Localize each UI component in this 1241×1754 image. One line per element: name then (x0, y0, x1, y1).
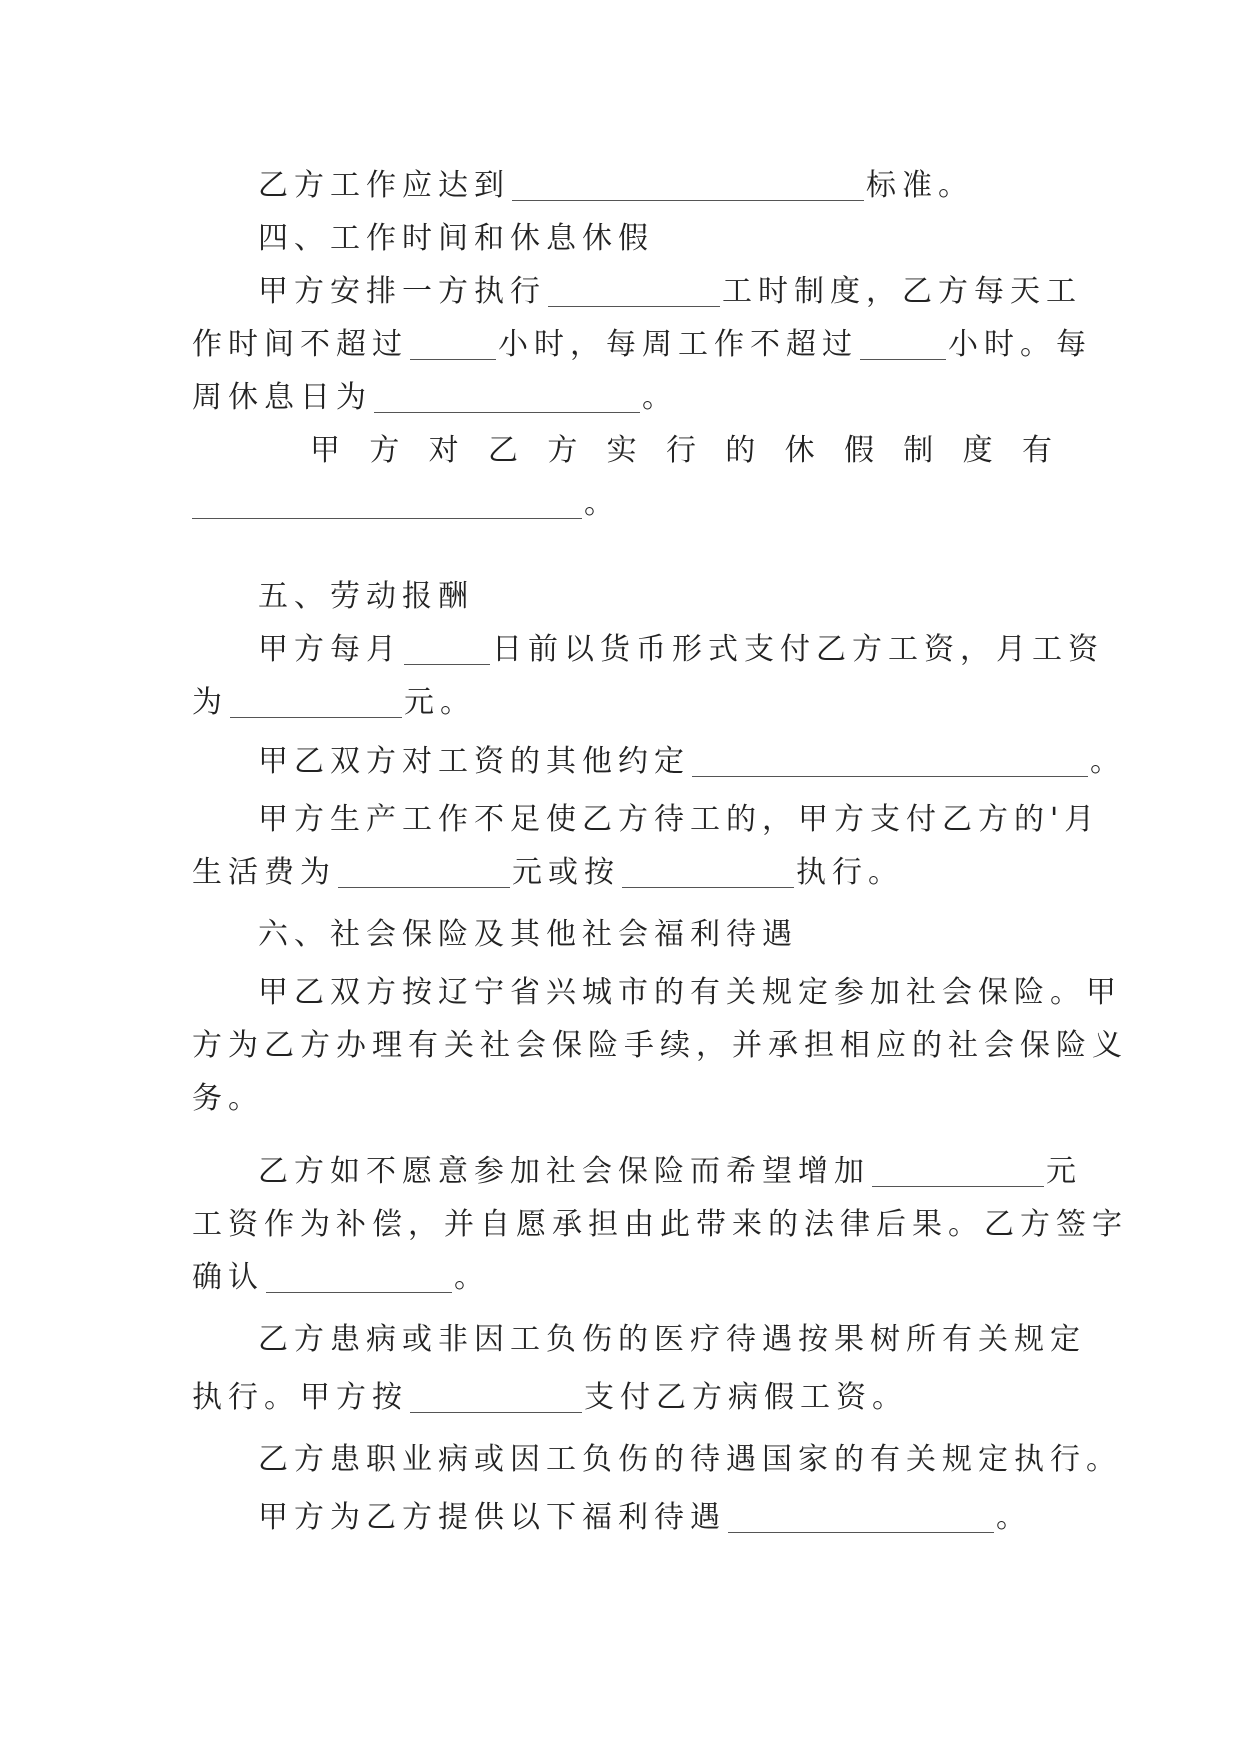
paragraph-line (192, 1258, 1052, 1298)
paragraph-line (192, 1378, 1052, 1418)
char: 方 (547, 433, 578, 468)
text: 确认 (192, 1260, 264, 1295)
text: 。 (1090, 744, 1126, 779)
paragraph-line: 务。 (192, 1081, 264, 1116)
paragraph-line: 乙方患病或非因工负伤的医疗待遇按果树所有关规定 (258, 1322, 1086, 1357)
char: 度 (962, 433, 993, 468)
paragraph-line (258, 272, 1082, 312)
blank-field[interactable] (230, 687, 402, 718)
text: 执行。甲方按 (192, 1380, 408, 1415)
char: 实 (606, 433, 637, 468)
paragraph-line (192, 853, 1052, 893)
text: 生活费为 (192, 855, 336, 890)
text: 小时，每周工作不超过 (498, 327, 858, 362)
text: 。 (996, 1500, 1032, 1535)
blank-field[interactable] (622, 857, 794, 888)
paragraph-line (258, 742, 1126, 782)
blank-field[interactable] (338, 857, 510, 888)
char: 假 (843, 433, 874, 468)
char: 制 (903, 433, 934, 468)
spread-paragraph-line (192, 431, 1052, 471)
text: 乙方工作应达到 (258, 168, 510, 203)
text: 工时制度，乙方每天工 (722, 274, 1082, 309)
text: 。 (642, 380, 678, 415)
blank-field[interactable] (192, 488, 582, 519)
char: 休 (784, 433, 815, 468)
text: 作时间不超过 (192, 327, 408, 362)
blank-field[interactable] (266, 1262, 452, 1293)
char: 对 (428, 433, 459, 468)
paragraph-line: 甲乙双方按辽宁省兴城市的有关规定参加社会保险。甲 (258, 975, 1122, 1010)
char: 方 (369, 433, 400, 468)
text: 乙方如不愿意参加社会保险而希望增加 (258, 1154, 870, 1189)
char: 有 (1021, 433, 1052, 468)
char: 乙 (487, 433, 518, 468)
blank-field[interactable] (860, 329, 946, 360)
text: 甲方安排一方执行 (258, 274, 546, 309)
section-heading-5: 五、劳动报酬 (258, 579, 474, 614)
text: 为 (192, 685, 228, 720)
blank-field[interactable] (692, 746, 1088, 777)
blank-field[interactable] (410, 1382, 582, 1413)
paragraph-line (258, 630, 1104, 670)
blank-field[interactable] (404, 634, 490, 665)
text: 甲方为乙方提供以下福利待遇 (258, 1500, 726, 1535)
paragraph-line (192, 683, 1052, 723)
char: 行 (665, 433, 696, 468)
text: 。 (584, 486, 620, 521)
paragraph-line (192, 378, 1052, 418)
section-heading-6: 六、社会保险及其他社会福利待遇 (258, 917, 798, 952)
paragraph-line (258, 1498, 1052, 1538)
text: 日前以货币形式支付乙方工资，月工资 (492, 632, 1104, 667)
text: 。 (454, 1260, 490, 1295)
paragraph-line (192, 484, 1052, 524)
section-heading-4: 四、工作时间和休息休假 (258, 221, 654, 256)
work-standard-line (258, 166, 1052, 206)
paragraph-line (258, 1152, 1082, 1192)
blank-field[interactable] (374, 382, 640, 413)
text: 支付乙方病假工资。 (584, 1380, 908, 1415)
blank-field[interactable] (410, 329, 496, 360)
paragraph-line: 工资作为补偿，并自愿承担由此带来的法律后果。乙方签字 (192, 1207, 1128, 1242)
text: 周休息日为 (192, 380, 372, 415)
text: 执行。 (796, 855, 904, 890)
text: 元。 (404, 685, 476, 720)
text: 小时。每 (948, 327, 1092, 362)
text: 标准。 (866, 168, 974, 203)
text: 甲乙双方对工资的其他约定 (258, 744, 690, 779)
paragraph-line: 乙方患职业病或因工负伤的待遇国家的有关规定执行。 (258, 1442, 1122, 1477)
paragraph-line: 甲方生产工作不足使乙方待工的，甲方支付乙方的'月 (258, 802, 1101, 837)
blank-field[interactable] (872, 1156, 1044, 1187)
blank-field[interactable] (728, 1502, 994, 1533)
blank-field[interactable] (512, 170, 864, 201)
char: 甲 (310, 433, 340, 468)
text: 元 (1046, 1154, 1082, 1189)
blank-field[interactable] (548, 276, 720, 307)
text: 甲方每月 (258, 632, 402, 667)
char: 的 (725, 433, 756, 468)
paragraph-line: 方为乙方办理有关社会保险手续，并承担相应的社会保险义 (192, 1028, 1128, 1063)
text: 元或按 (512, 855, 620, 890)
paragraph-line (192, 325, 1092, 365)
